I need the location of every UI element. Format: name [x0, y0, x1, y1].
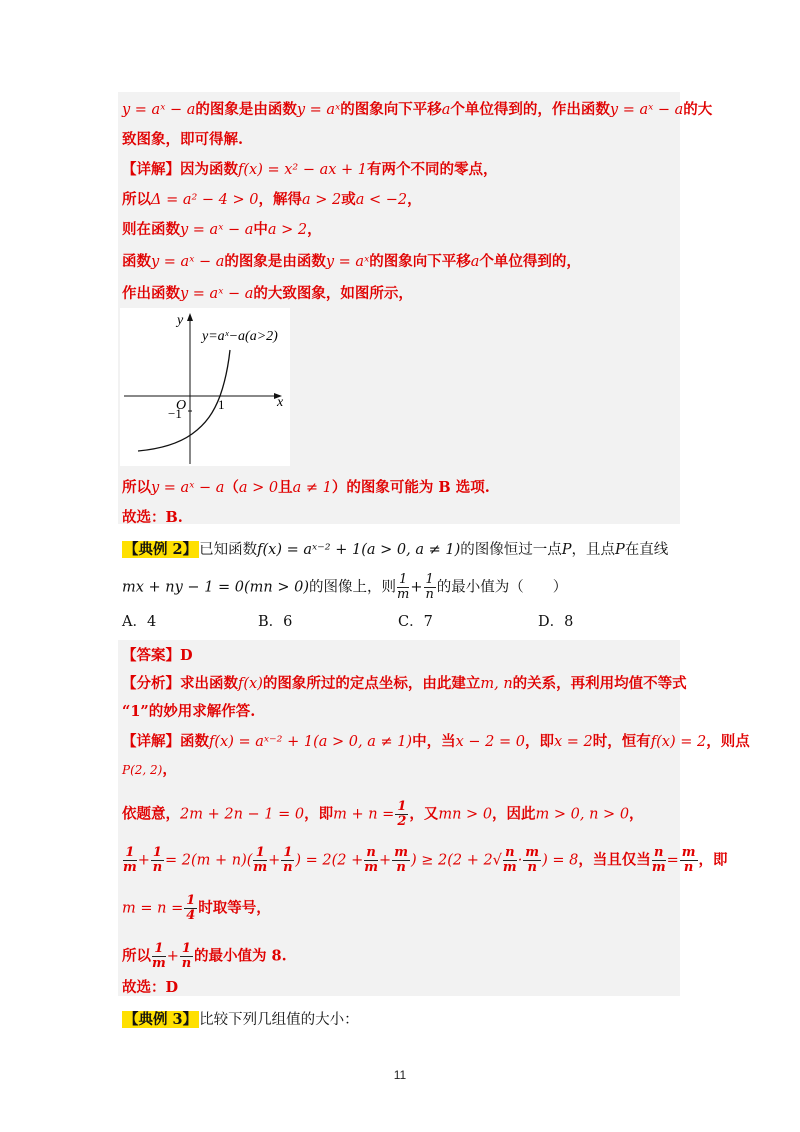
sol2-detail-line-1: 【详解】函数f(x) = aˣ⁻² + 1(a > 0, a ≠ 1)中，当x − 2 = 0，即x = 2时，恒有f(x) = 2，则点	[122, 733, 750, 750]
x-tick-label: 1	[218, 397, 225, 412]
sol2-answer: 【答案】D	[122, 647, 193, 664]
sol1-line-9: 故选：B.	[122, 509, 183, 526]
example2-question-line-2: mx + ny − 1 = 0(mn > 0)的图像上，则 $\frac{1}{m}$ + $\frac{1}{n}$ 的最小值为（ ）	[122, 572, 568, 602]
sol1-line-7: 作出函数y = aˣ − a的大致图象，如图所示，	[122, 285, 413, 302]
sol2-analysis-line-1: 【分析】求出函数f(x)的图象所过的定点坐标，由此建立m, n的关系，再利用均值不等式	[122, 675, 687, 692]
sol2-detail-line-5: m = n = $\frac{1}{4}$ 时取等号，	[122, 893, 271, 923]
curve-label: y=aˣ−a(a>2)	[202, 329, 278, 344]
sol2-detail-line-2: P(2, 2)，	[122, 761, 177, 778]
sol1-line-3: 【详解】因为函数f(x) = x² − ax + 1有两个不同的零点，	[122, 161, 498, 178]
option-c: C．7	[398, 614, 433, 630]
y-axis-label: y	[177, 313, 184, 328]
x-axis-label: x	[277, 395, 284, 410]
exponential-graph	[120, 308, 290, 466]
option-d: D．8	[538, 614, 574, 630]
page-number: 11	[393, 1068, 407, 1082]
sol1-line-1: y = aˣ − a的图象是由函数y = aˣ的图象向下平移a个单位得到的，作出函数y = aˣ − a的大	[122, 101, 713, 118]
example2-tag: 【典例 2】	[124, 541, 198, 558]
sol1-line-6: 函数y = aˣ − a的图象是由函数y = aˣ的图象向下平移a个单位得到的，	[122, 253, 581, 270]
sol2-detail-line-7: 故选：D	[122, 979, 179, 996]
sol2-detail-line-6: 所以 $\frac{1}{m}$ + $\frac{1}{n}$ 的最小值为 8.	[122, 941, 287, 971]
sol2-detail-line-4: $\frac{1}{m}$ + $\frac{1}{n}$ = 2(m + n)( $\frac{1}{m}$ + $\frac{1}{n}$ ) = 2(2 + $\frac{n}{m}$ + $\frac{m}{n}$ ) ≥ 2(2 + 2√ $\frac{n}{m}$ · $\frac{m}{n}$ ) = 8，当且仅当 $\frac{n}{m}$ = $\frac{m}{n}$ ，即	[123, 845, 728, 875]
option-a: A．4	[122, 614, 157, 630]
option-b: B．6	[258, 614, 293, 630]
sol1-line-5: 则在函数y = aˣ − a中a > 2，	[122, 221, 322, 238]
example3-line: 【典例 3】 比较下列几组值的大小：	[124, 1011, 359, 1028]
sol1-line-2: 致图象，即可得解.	[122, 131, 244, 148]
sol2-detail-line-3: 依题意，2m + 2n − 1 = 0，即m + n = $\frac{1}{2}$ ，又mn > 0，因此m > 0, n > 0，	[122, 799, 644, 829]
example3-tag: 【典例 3】	[124, 1011, 198, 1028]
origin-label: O	[176, 398, 187, 413]
sol2-analysis-line-2: “1”的妙用求解作答.	[122, 703, 256, 720]
sol1-line-4: 所以Δ = a² − 4 > 0，解得a > 2或a < −2，	[122, 191, 422, 208]
example2-question-line-1: 【典例 2】 已知函数f(x) = aˣ⁻² + 1(a > 0, a ≠ 1)的图像恒过一点P，且点P在直线	[124, 541, 669, 558]
y-tick-label: −1	[168, 406, 182, 421]
sol1-line-8: 所以y = aˣ − a（a > 0且a ≠ 1）的图象可能为 B 选项.	[122, 479, 490, 496]
